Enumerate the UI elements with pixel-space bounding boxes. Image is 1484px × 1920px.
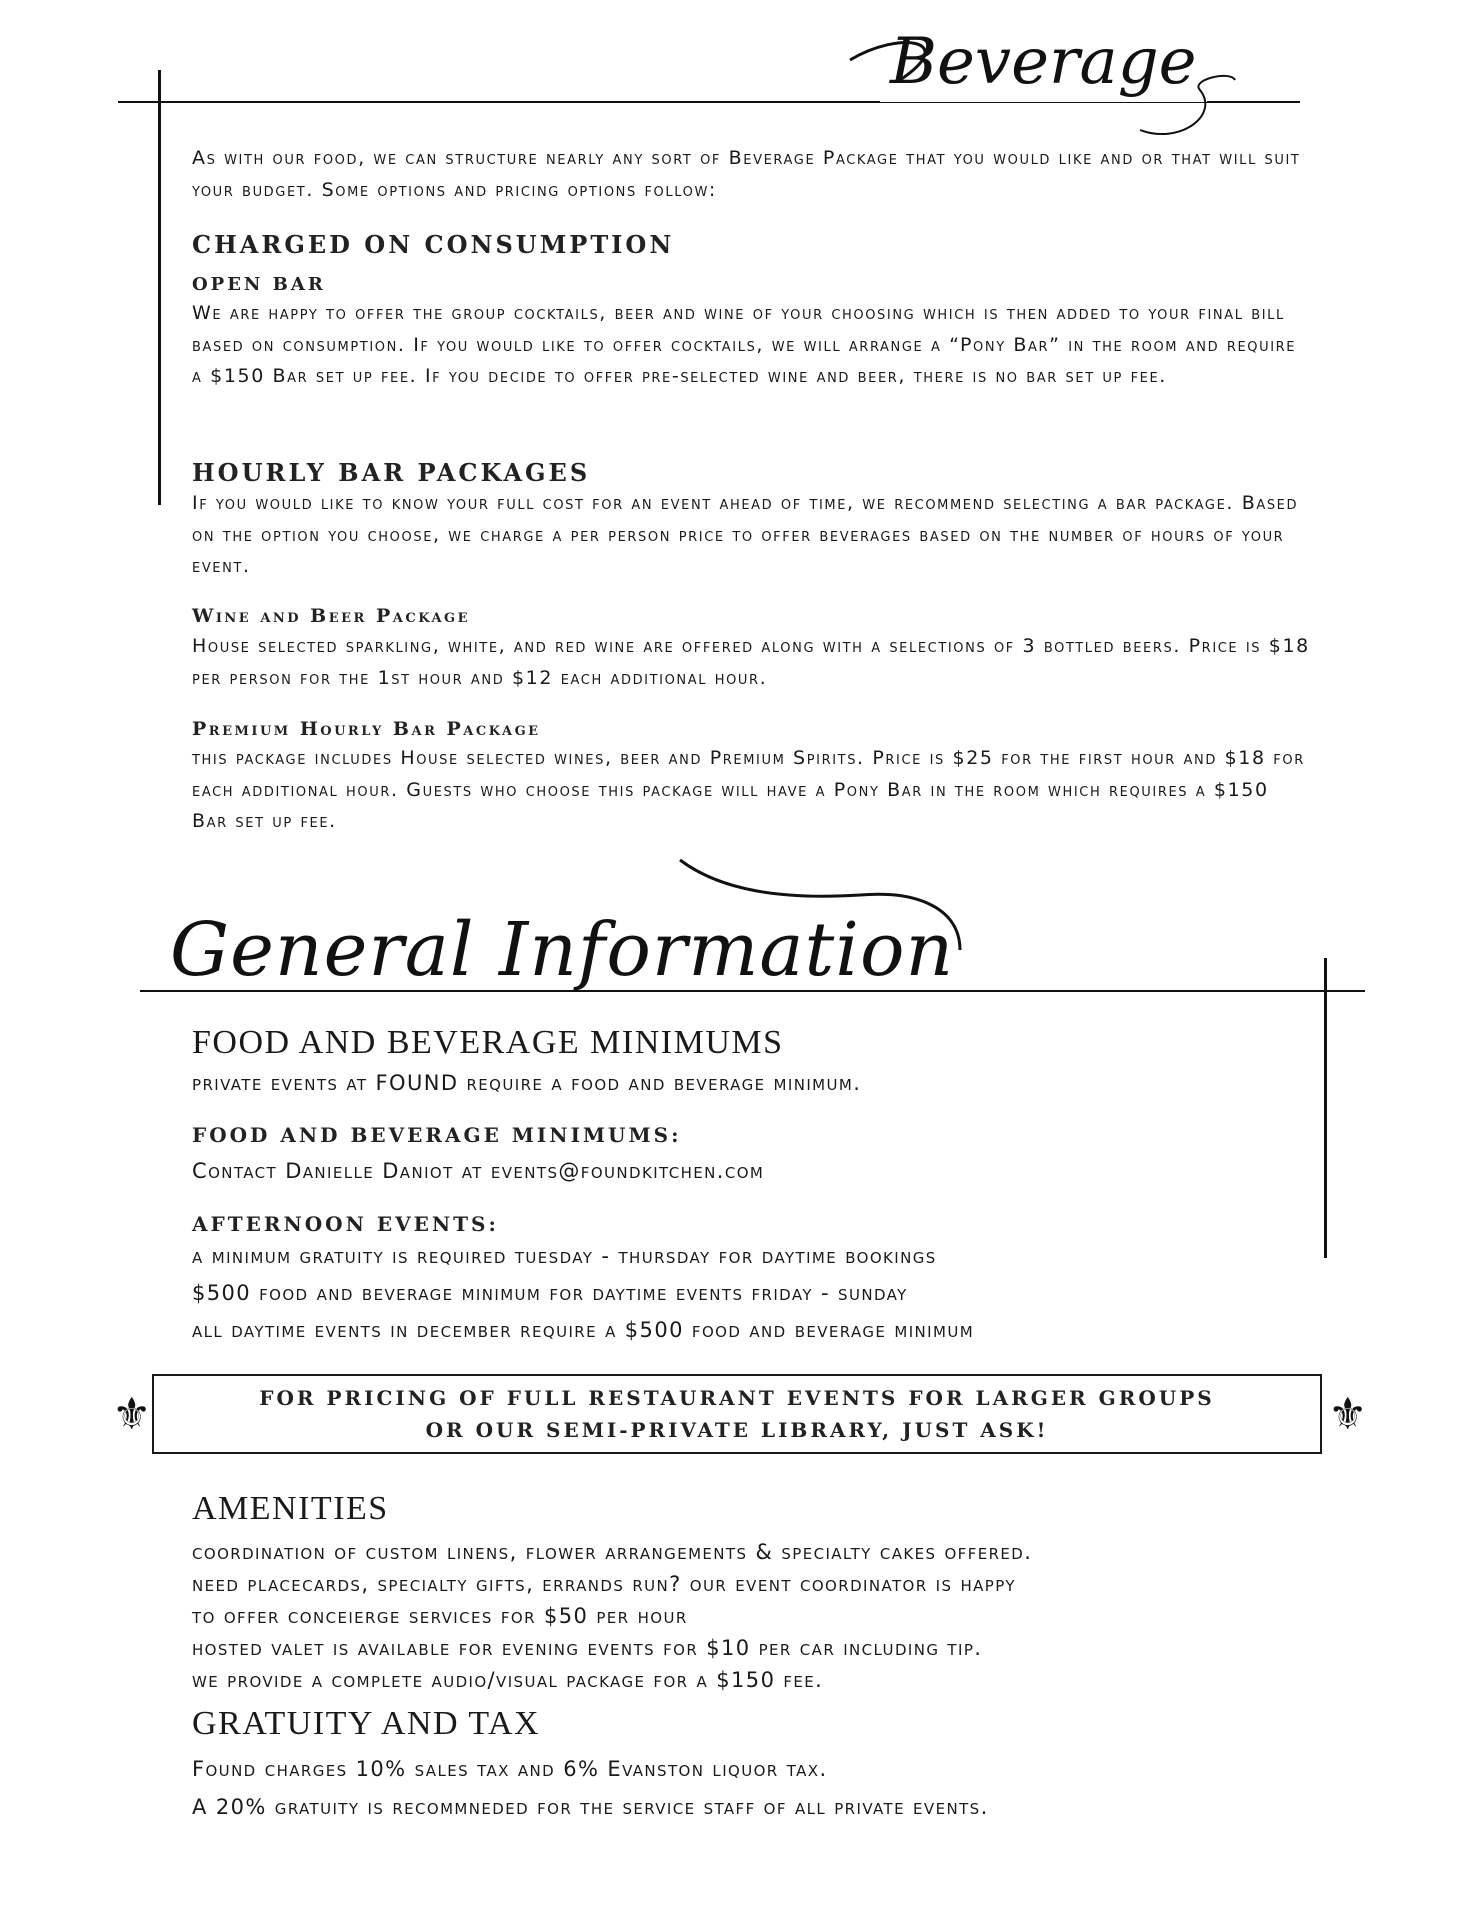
gratuity-heading: GRATUITY AND TAX [192,1705,541,1742]
fb-min-heading-2: FOOD AND BEVERAGE MINIMUMS: [192,1123,682,1147]
open-bar-text: We are happy to offer the group cocktails, beer and wine of your choosing which is then added to your final bill based on consumption. If you would like to offer cocktails, we will arrange a “Pony Bar” in the room and require a $150 Bar set up fee. If you decide to offer pre-selected wine and beer, there is no bar set up fee. [192,302,1297,387]
amenities-list [192,1536,1322,1696]
gratuity-list [192,1750,1312,1826]
gratuity-line: A 20% gratuity is recommneded for the service staff of all private events. [192,1795,989,1819]
afternoon-line: all daytime events in december require a $500 food and beverage minimum [192,1318,975,1342]
amenities-heading: AMENITIES [192,1490,389,1527]
amenities-line: coordination of custom linens, flower arrangements & specialty cakes offered. [192,1540,1033,1564]
beverage-flourish [840,20,1240,150]
afternoon-line: $500 food and beverage minimum for daytime events friday - sunday [192,1281,908,1305]
charged-heading: CHARGED ON CONSUMPTION [192,230,675,259]
hourly-text: If you would like to know your full cost for an event ahead of time, we recommend selecting a bar package. Based on the option you choose, we charge a per person price to offer beverages based on the number of hours of your event. [192,492,1299,577]
general-script-title: General Information [170,907,955,993]
gratuity-line: Found charges 10% sales tax and 6% Evanston liquor tax. [192,1757,828,1781]
right-vertical-rule [1324,958,1327,1258]
fleur-right-icon: ⚜ [1328,1389,1368,1440]
amenities-line: to offer conceierge services for $50 per hour [192,1604,688,1628]
fleur-left-icon: ⚜ [112,1389,152,1440]
fb-min-text: private events at FOUND require a food and beverage minimum. [192,1071,862,1095]
afternoon-heading: AFTERNOON EVENTS: [192,1212,499,1236]
left-vertical-rule [158,70,161,505]
premium-text: this package includes House selected wines, beer and Premium Spirits. Price is $25 for the first hour and $18 for each additional hour. Guests who choose this package will have a Pony Bar in the room which requires a $150 Bar set up fee. [192,747,1305,832]
beverage-script-title: Beverage [880,22,1207,102]
wine-heading: Wine and Beer Package [192,605,471,627]
amenities-line: need placecards, specialty gifts, errands run? our event coordinator is happy [192,1572,1016,1596]
callout-box [152,1374,1322,1454]
open-bar-heading: OPEN BAR [192,274,326,295]
hourly-heading: HOURLY BAR PACKAGES [192,458,591,487]
amenities-line: we provide a complete audio/visual package for a $150 fee. [192,1668,824,1692]
wine-text: House selected sparkling, white, and red wine are offered along with a selections of 3 bottled beers. Price is $18 per person for the 1st hour and $12 each additional hour. [192,635,1310,689]
callout-line-1: FOR PRICING OF FULL RESTAURANT EVENTS FOR LARGER GROUPS [259,1386,1215,1410]
afternoon-line: a minimum gratuity is required tuesday - thursday for daytime bookings [192,1244,937,1268]
amenities-line: hosted valet is available for evening events for $10 per car including tip. [192,1636,983,1660]
beverage-intro: As with our food, we can structure nearly any sort of Beverage Package that you would like and or that will suit your budget. Some options and pricing options follow: [192,147,1301,201]
premium-heading: Premium Hourly Bar Package [192,718,541,740]
afternoon-list [192,1238,1312,1349]
contact-text: Contact Danielle Daniot at events@foundkitchen.com [192,1159,765,1183]
callout-line-2: OR OUR SEMI-PRIVATE LIBRARY, JUST ASK! [425,1418,1049,1442]
fb-min-heading: FOOD AND BEVERAGE MINIMUMS [192,1024,784,1061]
